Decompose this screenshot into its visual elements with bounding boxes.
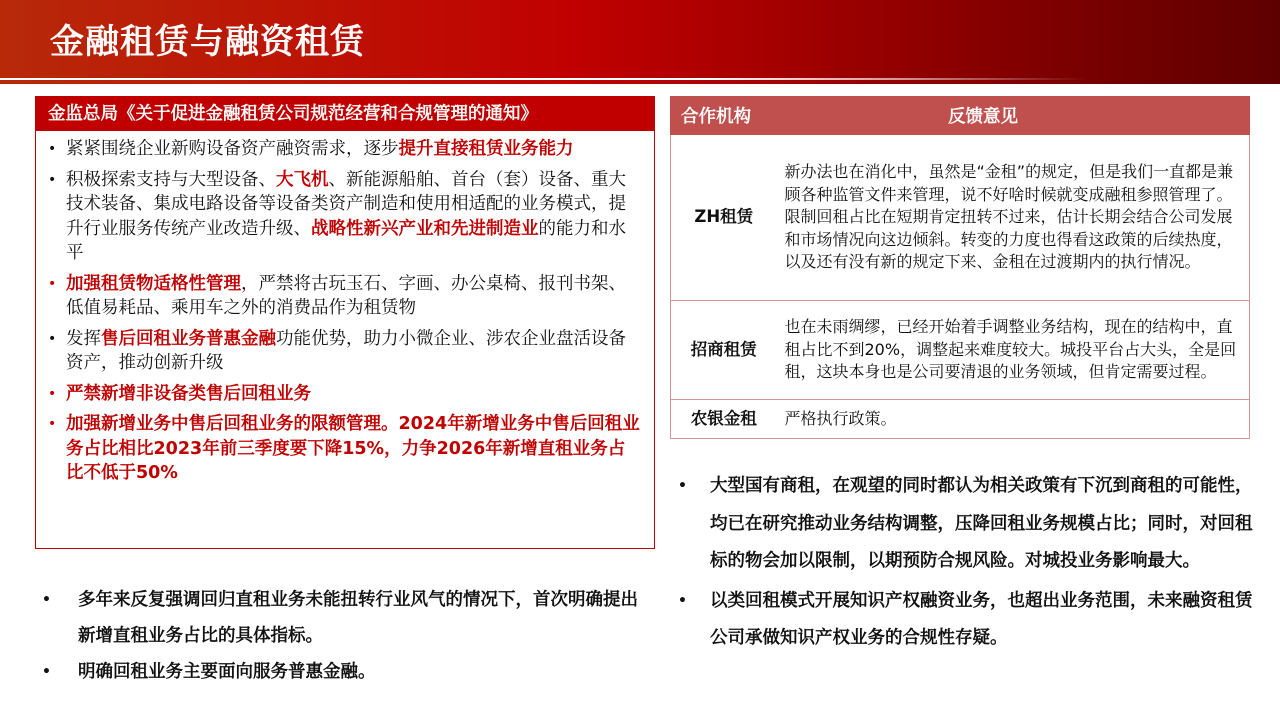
policy-text: 紧紧围绕企业新购设备资产融资需求，逐步 (66, 139, 399, 159)
feedback-cell (777, 400, 1250, 439)
title-banner (0, 0, 1280, 84)
policy-list (36, 131, 654, 486)
policy-highlight: 提升直接租赁业务能力 (398, 139, 574, 159)
feedback-cell (777, 301, 1250, 400)
policy-text: 功能优势，助力小微企业、涉农企业盘活设备资产，推动创新升级 (66, 328, 626, 373)
policy-text: ，严禁将古玩玉石、字画、办公桌椅、报刊书架、低值易耗品、乘用车之外的消费品作为租赁物 (66, 273, 626, 318)
header-divider (0, 78, 1280, 80)
policy-item (46, 412, 640, 486)
bullet-icon: • (48, 171, 57, 188)
insight-item (676, 583, 1256, 658)
bullet-icon: • (48, 385, 57, 402)
bullet-icon: • (48, 141, 57, 157)
feedback-text: 限制回租占比在短期肯定扭转不过来，估计长期会结合公司发展和市场情况向这边倾斜。转变的力度也得看这政策的后续热度，以及还有没有新的规定下来、金租在过渡期内的执行情况。 (784, 207, 1233, 272)
policy-box (35, 96, 655, 549)
note-text: 多年来反复强调回归直租业务未能扭转行业风气的情况下，首次明确提出新增直租业务占比的具体指标。 (78, 590, 638, 646)
bullet-icon: • (678, 592, 687, 609)
insight-text: 以类回租模式开展知识产权融资业务，也超出业务范围，未来融资租赁公司承做知识产权业务的合规性存疑。 (710, 590, 1253, 648)
policy-highlight: 严禁新增非设备类售后回租业务 (66, 383, 311, 404)
note-item (40, 582, 650, 654)
note-item (40, 654, 650, 690)
bullet-icon: • (48, 275, 57, 292)
feedback-text: 也在未雨绸缪，已经开始着手调整业务结构，现在的结构中，直租占比不到20%，调整起来难度较大。城投平台占大头，全是回租，这块本身也是公司要清退的业务领域，但肯定需要过程。 (784, 317, 1237, 382)
left-notes (40, 582, 650, 690)
policy-item (46, 137, 640, 162)
feedback-cell (777, 135, 1250, 301)
bullet-icon: • (48, 330, 57, 347)
column-header-org: 合作机构 (671, 97, 777, 135)
policy-box-title: 金监总局《关于促进金融租赁公司规范经营和合规管理的通知》 (36, 97, 654, 131)
policy-highlight: 战略性新兴产业和先进制造业 (311, 218, 539, 239)
policy-item (46, 327, 640, 376)
insight-text: 大型国有商租，在观望的同时都认为相关政策有下沉到商租的可能性，均已在研究推动业务结构调整，压降回租业务规模占比；同时，对回租标的物会加以限制，以期预防合规风险。对城投业务影响最大。 (710, 476, 1253, 571)
note-text: 明确回租业务主要面向服务普惠金融。 (78, 662, 376, 682)
policy-highlight: 加强租赁物适格性管理 (66, 273, 241, 294)
policy-text: 的能力和水平 (66, 218, 626, 263)
org-cell: 招商租赁 (671, 301, 777, 400)
insight-item (676, 468, 1256, 581)
table-row (671, 301, 1250, 400)
table-header-row (671, 97, 1250, 135)
bullet-icon: • (42, 592, 51, 608)
feedback-text: 新办法也在消化中，虽然是“金租”的规定，但是我们一直都是兼顾各种监管文件来管理，说不好啥时候就变成融租参照管理了。 (784, 162, 1234, 204)
policy-highlight: 大飞机 (276, 169, 329, 190)
policy-item (46, 168, 640, 266)
bullet-icon: • (678, 478, 687, 494)
org-cell: 农银金租 (671, 400, 777, 439)
table-row (671, 400, 1250, 439)
policy-highlight: 售后回租业务普惠金融 (101, 328, 276, 349)
policy-text: 发挥 (66, 328, 101, 349)
table-row (671, 135, 1250, 301)
page-title: 金融租赁与融资租赁 (50, 22, 365, 62)
right-notes (676, 468, 1256, 660)
policy-text: 积极探索支持与大型设备、 (66, 169, 276, 190)
feedback-table (670, 96, 1250, 439)
policy-highlight: 加强新增业务中售后回租业务的限额管理。2024年新增业务中售后回租业务占比相比2023年前三季度要下降15%，力争2026年新增直租业务占比不低于50% (66, 414, 640, 483)
policy-text: 、新能源船舶、首台（套）设备、重大技术装备、集成电路设备等设备类资产制造和使用相适配的业务模式，提升行业服务传统产业改造升级、 (66, 169, 626, 239)
policy-item (46, 272, 640, 321)
column-header-feedback: 反馈意见 (777, 97, 1250, 135)
bullet-icon: • (42, 664, 51, 680)
org-cell: ZH租赁 (671, 135, 777, 301)
feedback-text: 严格执行政策。 (784, 408, 897, 428)
bullet-icon: • (48, 416, 57, 432)
policy-item (46, 382, 640, 407)
